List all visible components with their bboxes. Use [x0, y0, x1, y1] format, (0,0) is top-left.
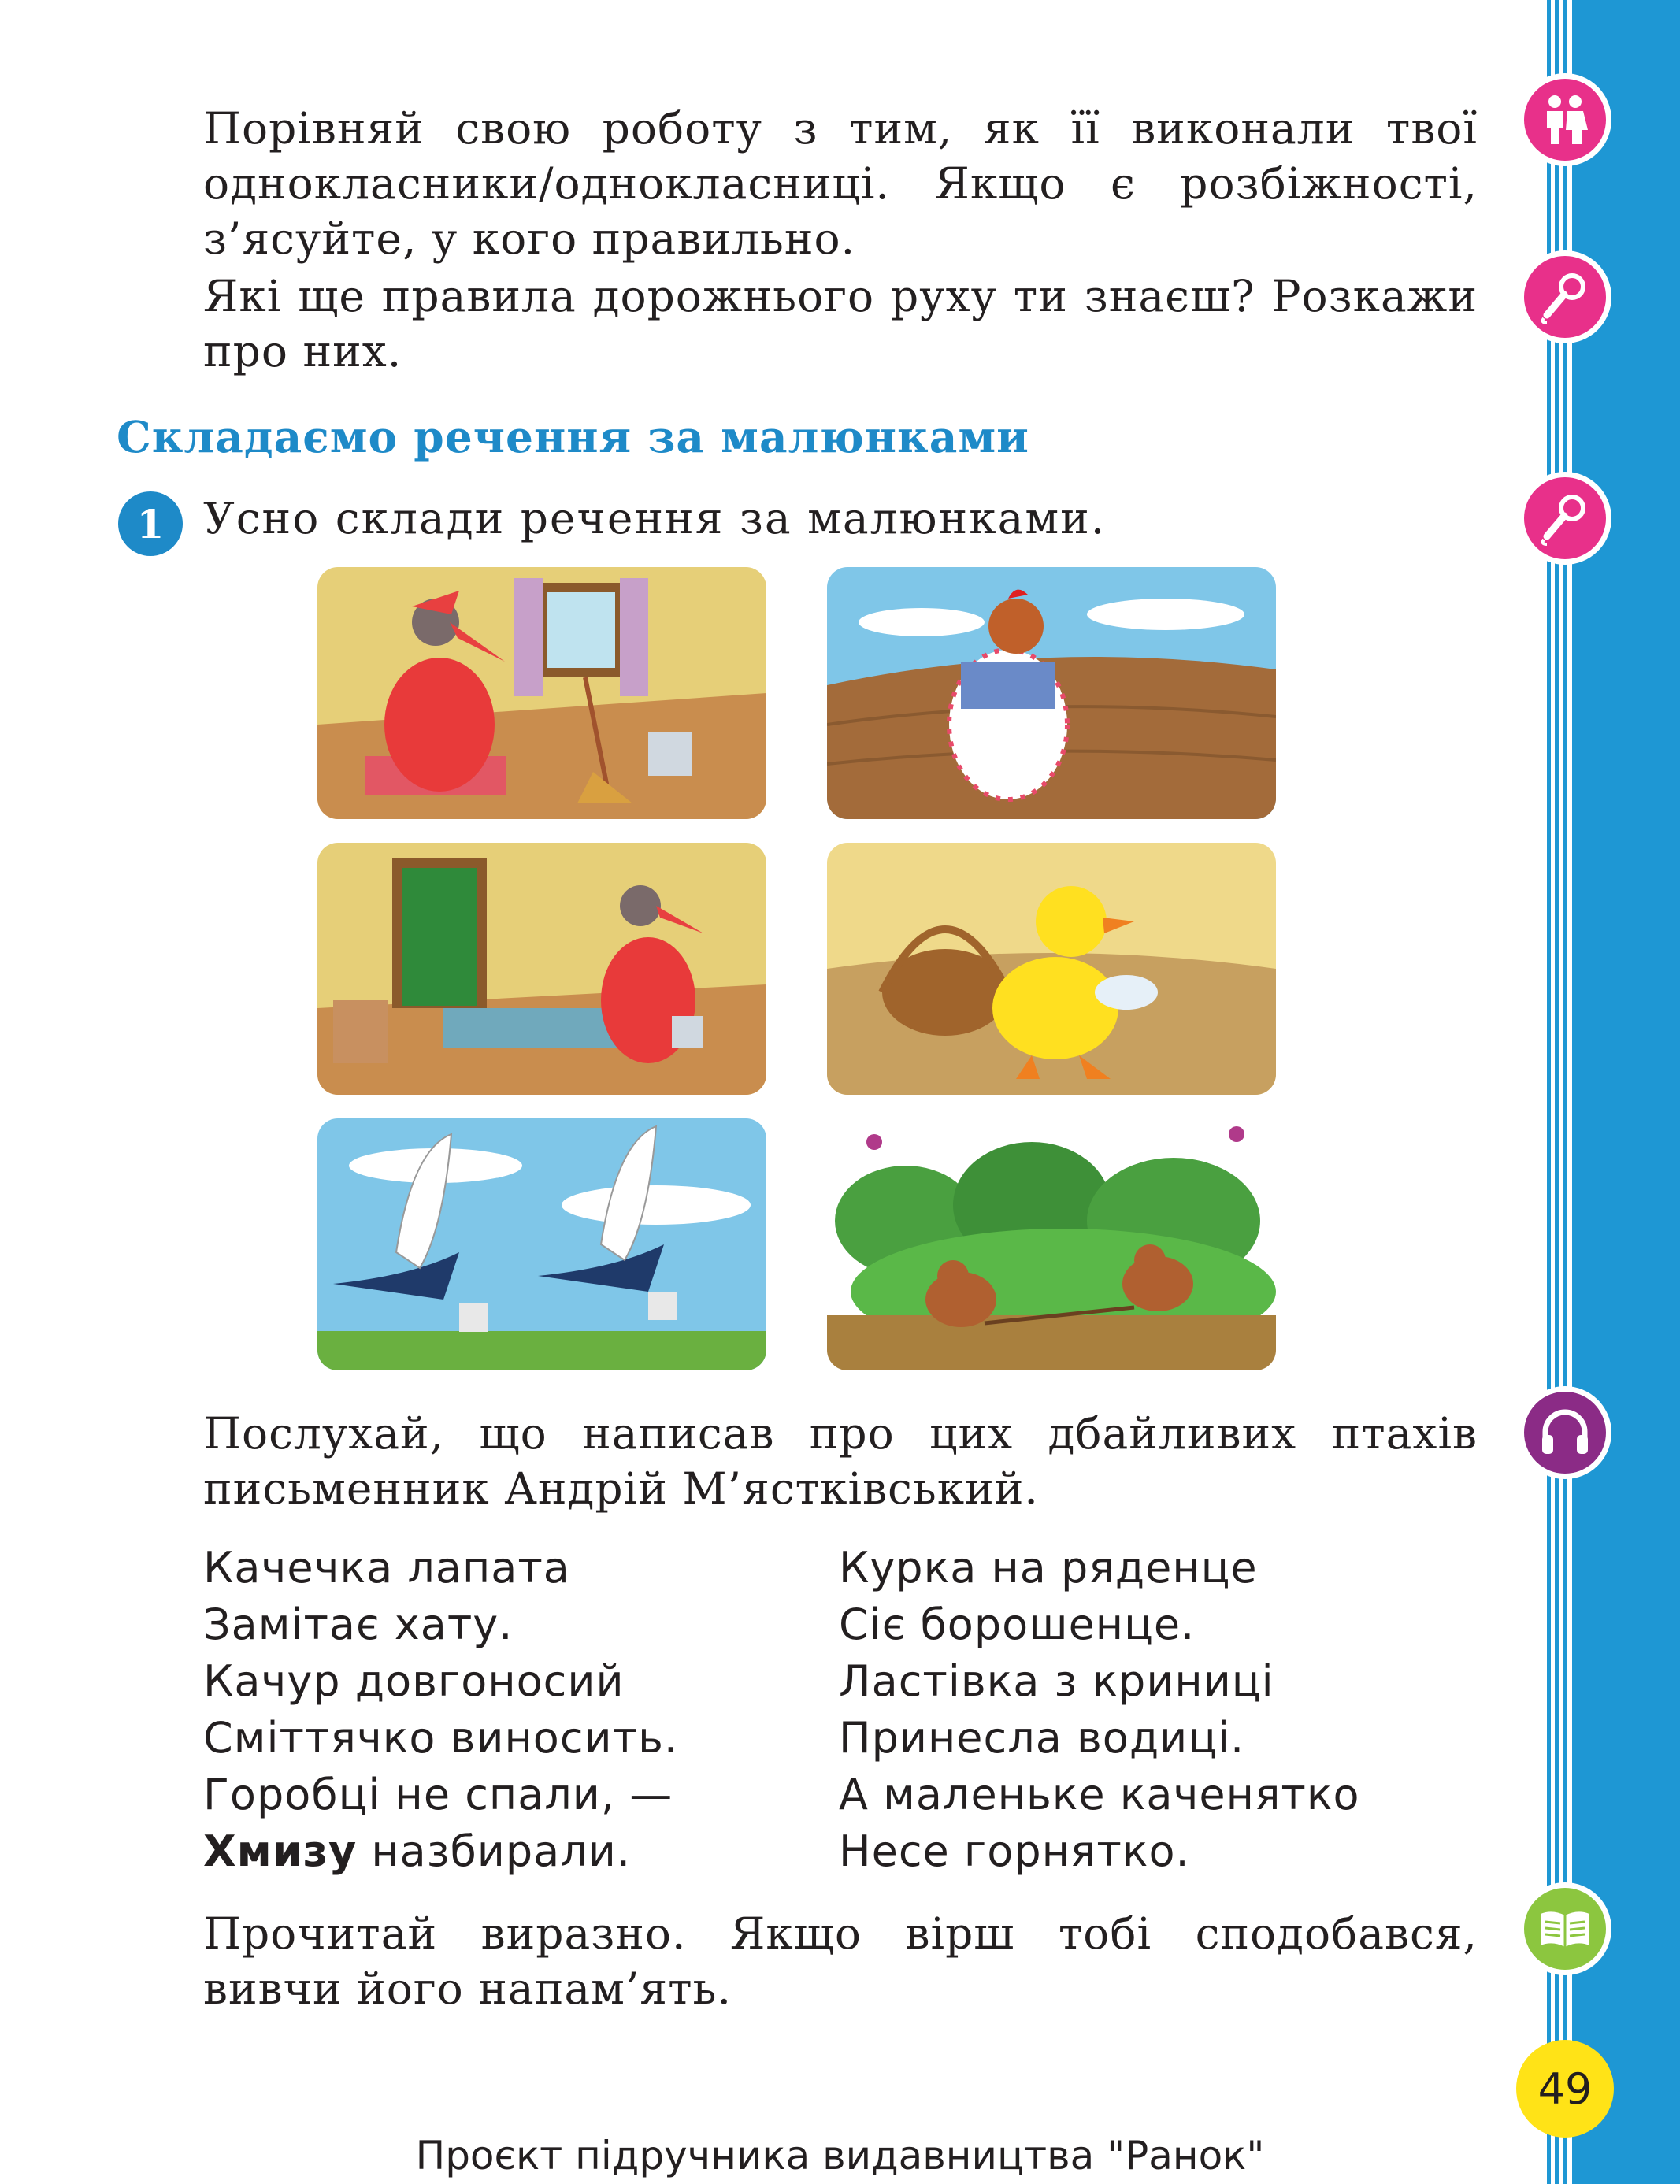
poem-line: Качур довгоносий — [203, 1656, 625, 1706]
page-number: 49 — [1516, 2040, 1614, 2138]
illustration-stork-sweeping — [317, 567, 766, 819]
section-heading: Складаємо речення за малюнками — [117, 411, 1029, 462]
microphone-icon — [1519, 250, 1611, 343]
illustration-duckling-with-bowl — [827, 843, 1276, 1095]
poem-bold-word: Хмизу — [203, 1826, 358, 1876]
poem-line: Замітає хату. — [203, 1600, 514, 1649]
poem-column-right — [839, 1540, 1360, 1880]
poem-line-rest: назбирали. — [357, 1826, 632, 1876]
listen-paragraph: Послухай, що написав про цих дбайливих птахів письменник Андрій М’ястківський. — [203, 1408, 1478, 1514]
poem-line: Принесла водиці. — [839, 1713, 1245, 1763]
headphones-icon — [1519, 1386, 1611, 1479]
task-number-badge: 1 — [118, 491, 183, 556]
poem-line: Горобці не спали, — — [203, 1770, 673, 1819]
read-paragraph: Прочитай виразно. Якщо вірш тобі сподобався, вивчи його напам’ять. — [203, 1908, 1478, 2014]
microphone-icon — [1519, 472, 1611, 565]
illustration-sparrows-gathering-twigs — [827, 1118, 1276, 1370]
poem-line: Несе горнятко. — [839, 1826, 1190, 1876]
footer-publisher-note: Проєкт підручника видавництва "Ранок" — [415, 2133, 1265, 2178]
poem-line: Ластівка з криниці — [839, 1656, 1274, 1706]
illustration-swallows-with-buckets — [317, 1118, 766, 1370]
poem-line: Курка на ряденце — [839, 1543, 1258, 1593]
poem-line: Качечка лапата — [203, 1543, 570, 1593]
poem-line: Сміттячко виносить. — [203, 1713, 679, 1763]
poem-line: А маленьке каченятко — [839, 1770, 1360, 1819]
poem-line: Сіє борошенце. — [839, 1600, 1196, 1649]
question-paragraph: Які ще правила дорожнього руху ти знаєш? Розкажи про них. — [203, 271, 1478, 376]
illustration-stork-by-door — [317, 843, 766, 1095]
intro-paragraph: Порівняй свою роботу з тим, як її виконали твої однокласники/однокласниці. Якщо є розбіжності, з’ясуйте, у кого правильно. — [203, 103, 1478, 264]
poem-column-left — [203, 1540, 678, 1880]
poem-line — [203, 1823, 678, 1880]
book-icon — [1519, 1882, 1611, 1975]
task-instruction: Усно склади речення за малюнками. — [203, 493, 1107, 543]
illustration-hen-sowing — [827, 567, 1276, 819]
pair-work-icon — [1519, 73, 1611, 166]
